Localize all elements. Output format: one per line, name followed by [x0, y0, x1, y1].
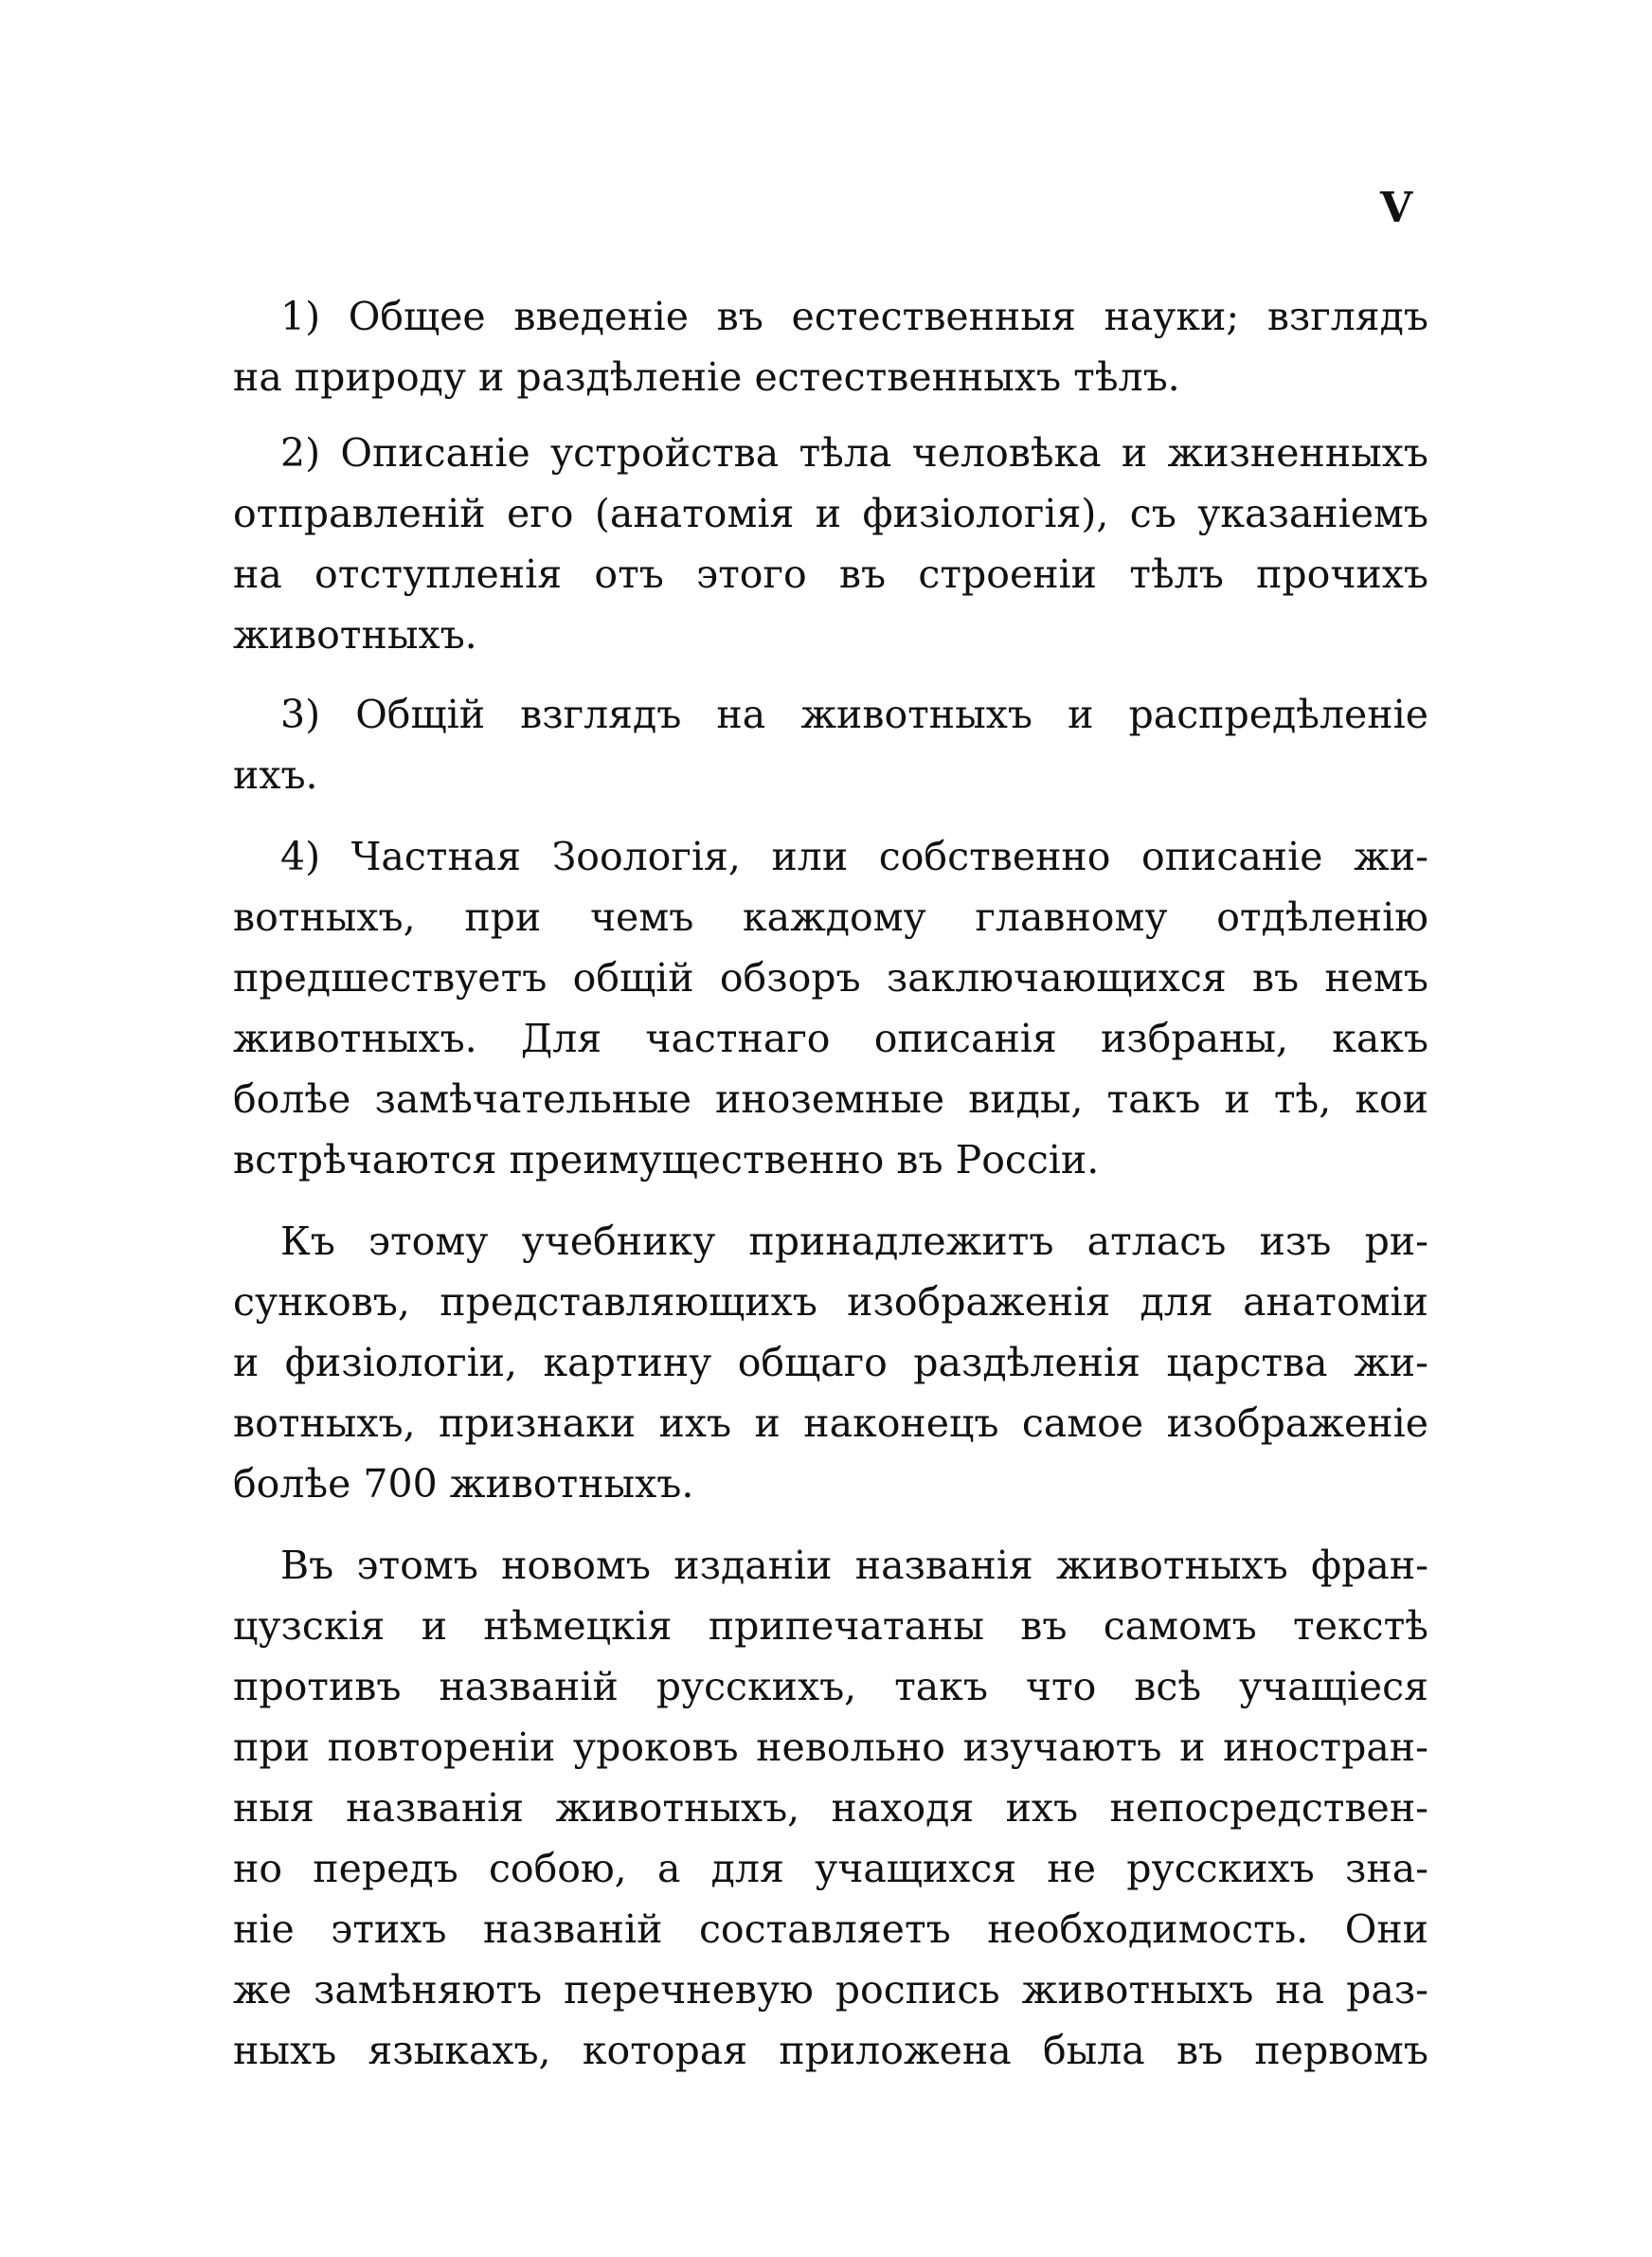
text-line: на природу и раздѣленіе естественныхъ тѣлъ.: [233, 354, 1180, 400]
paragraph-4: [233, 826, 1428, 1190]
paragraph-6: [233, 1535, 1428, 2081]
text-line: животныхъ.: [233, 612, 477, 658]
text-line: Къ этому учебнику принадлежитъ атласъ изъ ри-: [280, 1219, 1428, 1264]
text-line: ныя названія животныхъ, находя ихъ непосредствен-: [233, 1785, 1428, 1831]
text-line: сунковъ, представляющихъ изображенія для анатоміи: [233, 1279, 1428, 1325]
text-line: встрѣчаются преимущественно въ Россіи.: [233, 1137, 1100, 1183]
text-line: ихъ.: [233, 752, 318, 798]
text-line: и физіологіи, картину общаго раздѣленія царства жи-: [233, 1340, 1428, 1385]
text-line: же замѣняютъ перечневую роспись животныхъ на раз-: [233, 1967, 1428, 2013]
text-line: болѣе замѣчательные иноземные виды, такъ и тѣ, кои: [233, 1076, 1428, 1122]
text-line: при повтореніи уроковъ невольно изучаютъ и иностран-: [233, 1724, 1428, 1770]
text-line: предшествуетъ общій обзоръ заключающихся въ немъ: [233, 955, 1428, 1001]
page-number: V: [1380, 184, 1413, 232]
text-line: но передъ собою, а для учащихся не русскихъ зна-: [233, 1846, 1428, 1891]
paragraph-3: [233, 684, 1428, 805]
text-line: животныхъ. Для частнаго описанія избраны, какъ: [233, 1016, 1428, 1061]
text-line: 3) Общій взглядъ на животныхъ и распредѣленіе: [280, 692, 1428, 737]
text-line: отправленій его (анатомія и физіологія), съ указаніемъ: [233, 491, 1428, 536]
paragraph-1: [233, 286, 1428, 407]
text-line: Въ этомъ новомъ изданіи названія животныхъ фран-: [280, 1543, 1428, 1588]
text-line: вотныхъ, при чемъ каждому главному отдѣленію: [233, 894, 1428, 940]
text-line: на отступленія отъ этого въ строеніи тѣлъ прочихъ: [233, 551, 1428, 597]
text-line: 2) Описаніе устройства тѣла человѣка и жизненныхъ: [280, 430, 1428, 476]
text-line: болѣе 700 животныхъ.: [233, 1461, 694, 1507]
text-line: противъ названій русскихъ, такъ что всѣ учащіеся: [233, 1664, 1428, 1709]
text-line: 1) Общее введеніе въ естественныя науки; взглядъ: [280, 294, 1428, 339]
paragraph-2: [233, 423, 1428, 665]
text-line: ніе этихъ названій составляетъ необходимость. Они: [233, 1906, 1428, 1952]
text-line: цузскія и нѣмецкія припечатаны въ самомъ текстѣ: [233, 1603, 1428, 1649]
paragraph-5: [233, 1211, 1428, 1514]
text-line: ныхъ языкахъ, которая приложена была въ первомъ: [233, 2028, 1428, 2073]
text-line: 4) Частная Зоологія, или собственно описаніе жи-: [280, 834, 1428, 879]
text-line: вотныхъ, признаки ихъ и наконецъ самое изображеніе: [233, 1400, 1428, 1446]
